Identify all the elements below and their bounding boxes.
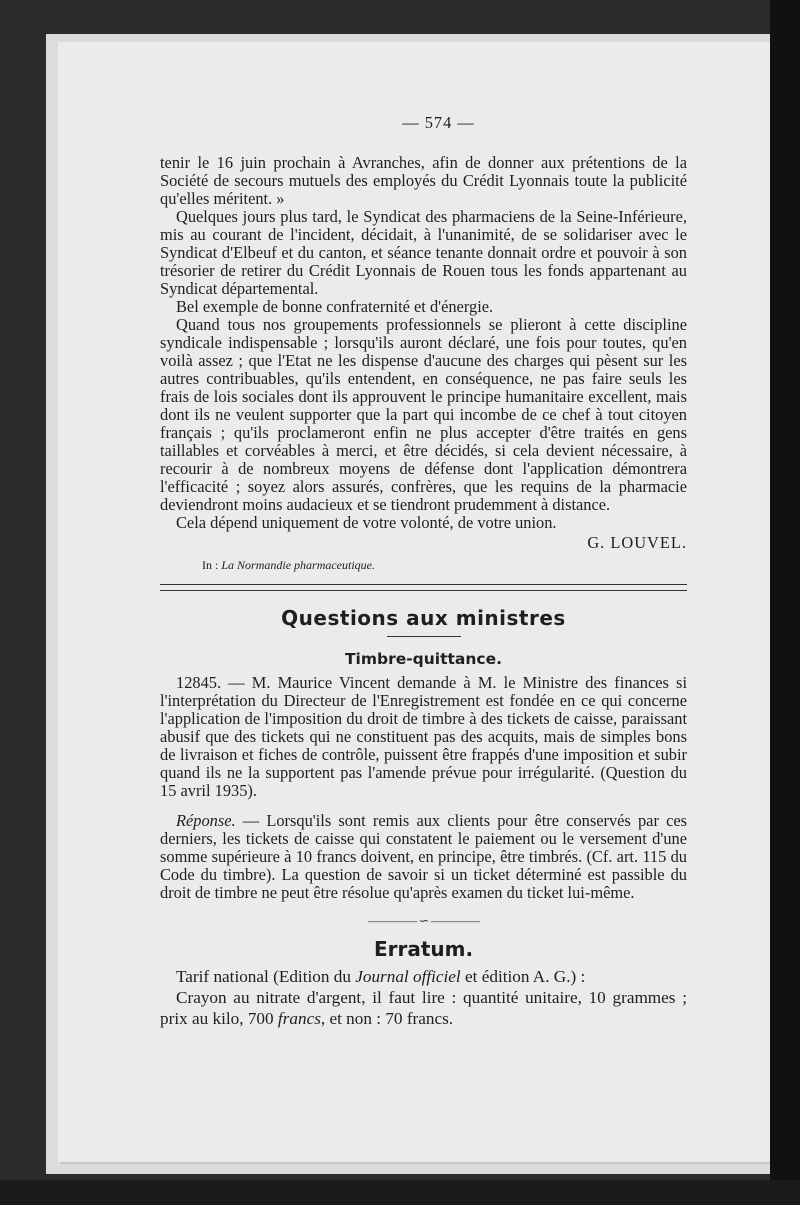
title-underline: [387, 636, 461, 637]
paragraph: Quand tous nos groupements professionnels se plieront à cette discipline syndicale indispensable ; lorsqu'ils auront déclaré, une fois pour toutes, qu'en voilà assez ; que l'Etat ne les dispense d'aucune des charges qui pèsent sur les autres contribuables, qu'ils entendent, en conséquence, ne pas faire seuls les frais de lois sociales dont ils approuvent le principe humanitaire excellent, mais dont ils ne veulent supporter que la part qui incombe de ce chef à tout citoyen français ; qu'ils proclameront enfin ne plus accepter d'être traités en gens taillables et corvéables à merci, et être décidés, si cela devient nécessaire, à recourir à de nombreux moyens de défense dont l'application démontrera l'efficacité ; soyez alors assurés, confrères, que les requins de la pharmacie deviendront moins audacieux et se tiendront prudemment à distance.: [160, 315, 687, 514]
signature: G. LOUVEL.: [587, 533, 687, 552]
erratum-text: et édition A. G.) :: [460, 967, 586, 986]
paragraph: Quelques jours plus tard, le Syndicat des pharmaciens de la Seine-Inférieure, mis au courant de l'incident, décidait, à l'unanimité, de se solidariser avec le Syndicat d'Elbeuf et du canton, et séance tenante donnait ordre et pouvoir à son trésorier de retirer du Crédit Lyonnais de Rouen tous les fonds appartenant au Syndicat départemental.: [160, 207, 687, 298]
question-paragraph: 12845. — M. Maurice Vincent demande à M. le Ministre des finances si l'interprétation du Directeur de l'Enregistrement est fondée en ce qui concerne l'application de l'imposition du droit de timbre à des tickets de caisse, paraissant abusif que des tickets qui ne constituent pas des acquits, mais de simples bons de livraison et fiches de contrôle, puissent être frappés d'une imposition et subir quand ils ne la supportent pas l'amende prévue pour irrégularité. (Question du 15 avril 1935).: [160, 673, 687, 800]
erratum-line: [160, 987, 687, 1029]
erratum-title: Erratum.: [373, 937, 474, 961]
answer-paragraph: [160, 812, 687, 902]
erratum-italic: Journal officiel: [355, 967, 461, 986]
paragraph: Cela dépend uniquement de votre volonté, de votre union.: [176, 513, 557, 532]
section-title: Questions aux ministres: [281, 606, 566, 630]
source-prefix: In :: [202, 558, 222, 572]
scan-border-right: [770, 0, 800, 1205]
erratum-line: [160, 966, 687, 987]
erratum-text: , et non : 70 francs.: [320, 1009, 454, 1028]
paragraph: tenir le 16 juin prochain à Avranches, afin de donner aux prétentions de la Société de secours mutuels des employés du Crédit Lyonnais toute la publicité qu'elles méritent. »: [160, 153, 687, 208]
answer-label: Réponse.: [176, 811, 236, 830]
source-citation: [202, 556, 687, 574]
ornament-divider: ———— ∽ ————: [368, 913, 479, 928]
section-divider: [160, 584, 687, 591]
source-title: La Normandie pharmaceutique.: [221, 558, 375, 572]
erratum-text: Crayon au nitrate d'argent, il faut lire : quantité unitaire, 10 grammes ; prix au kilo, 700: [160, 988, 687, 1028]
paragraph: Bel exemple de bonne confraternité et d'énergie.: [176, 297, 494, 316]
scan-border-bottom: [0, 1180, 800, 1205]
page-number: — 574 —: [402, 113, 475, 132]
page-content: [160, 114, 687, 1029]
answer-text: — Lorsqu'ils sont remis aux clients pour être conservés par ces derniers, les tickets de caisse qui constatent le paiement ou le versement d'une somme supérieure à 10 francs doivent, en principe, être timbrés. (Cf. art. 115 du Code du timbre). La question de savoir si un ticket déterminé est passible du droit de timbre ne peut être résolue qu'après examen du ticket lui-même.: [160, 811, 687, 902]
subsection-title: Timbre-quittance.: [344, 650, 503, 668]
erratum-italic: francs: [277, 1009, 321, 1028]
erratum-text: Tarif national (Edition du: [176, 967, 356, 986]
